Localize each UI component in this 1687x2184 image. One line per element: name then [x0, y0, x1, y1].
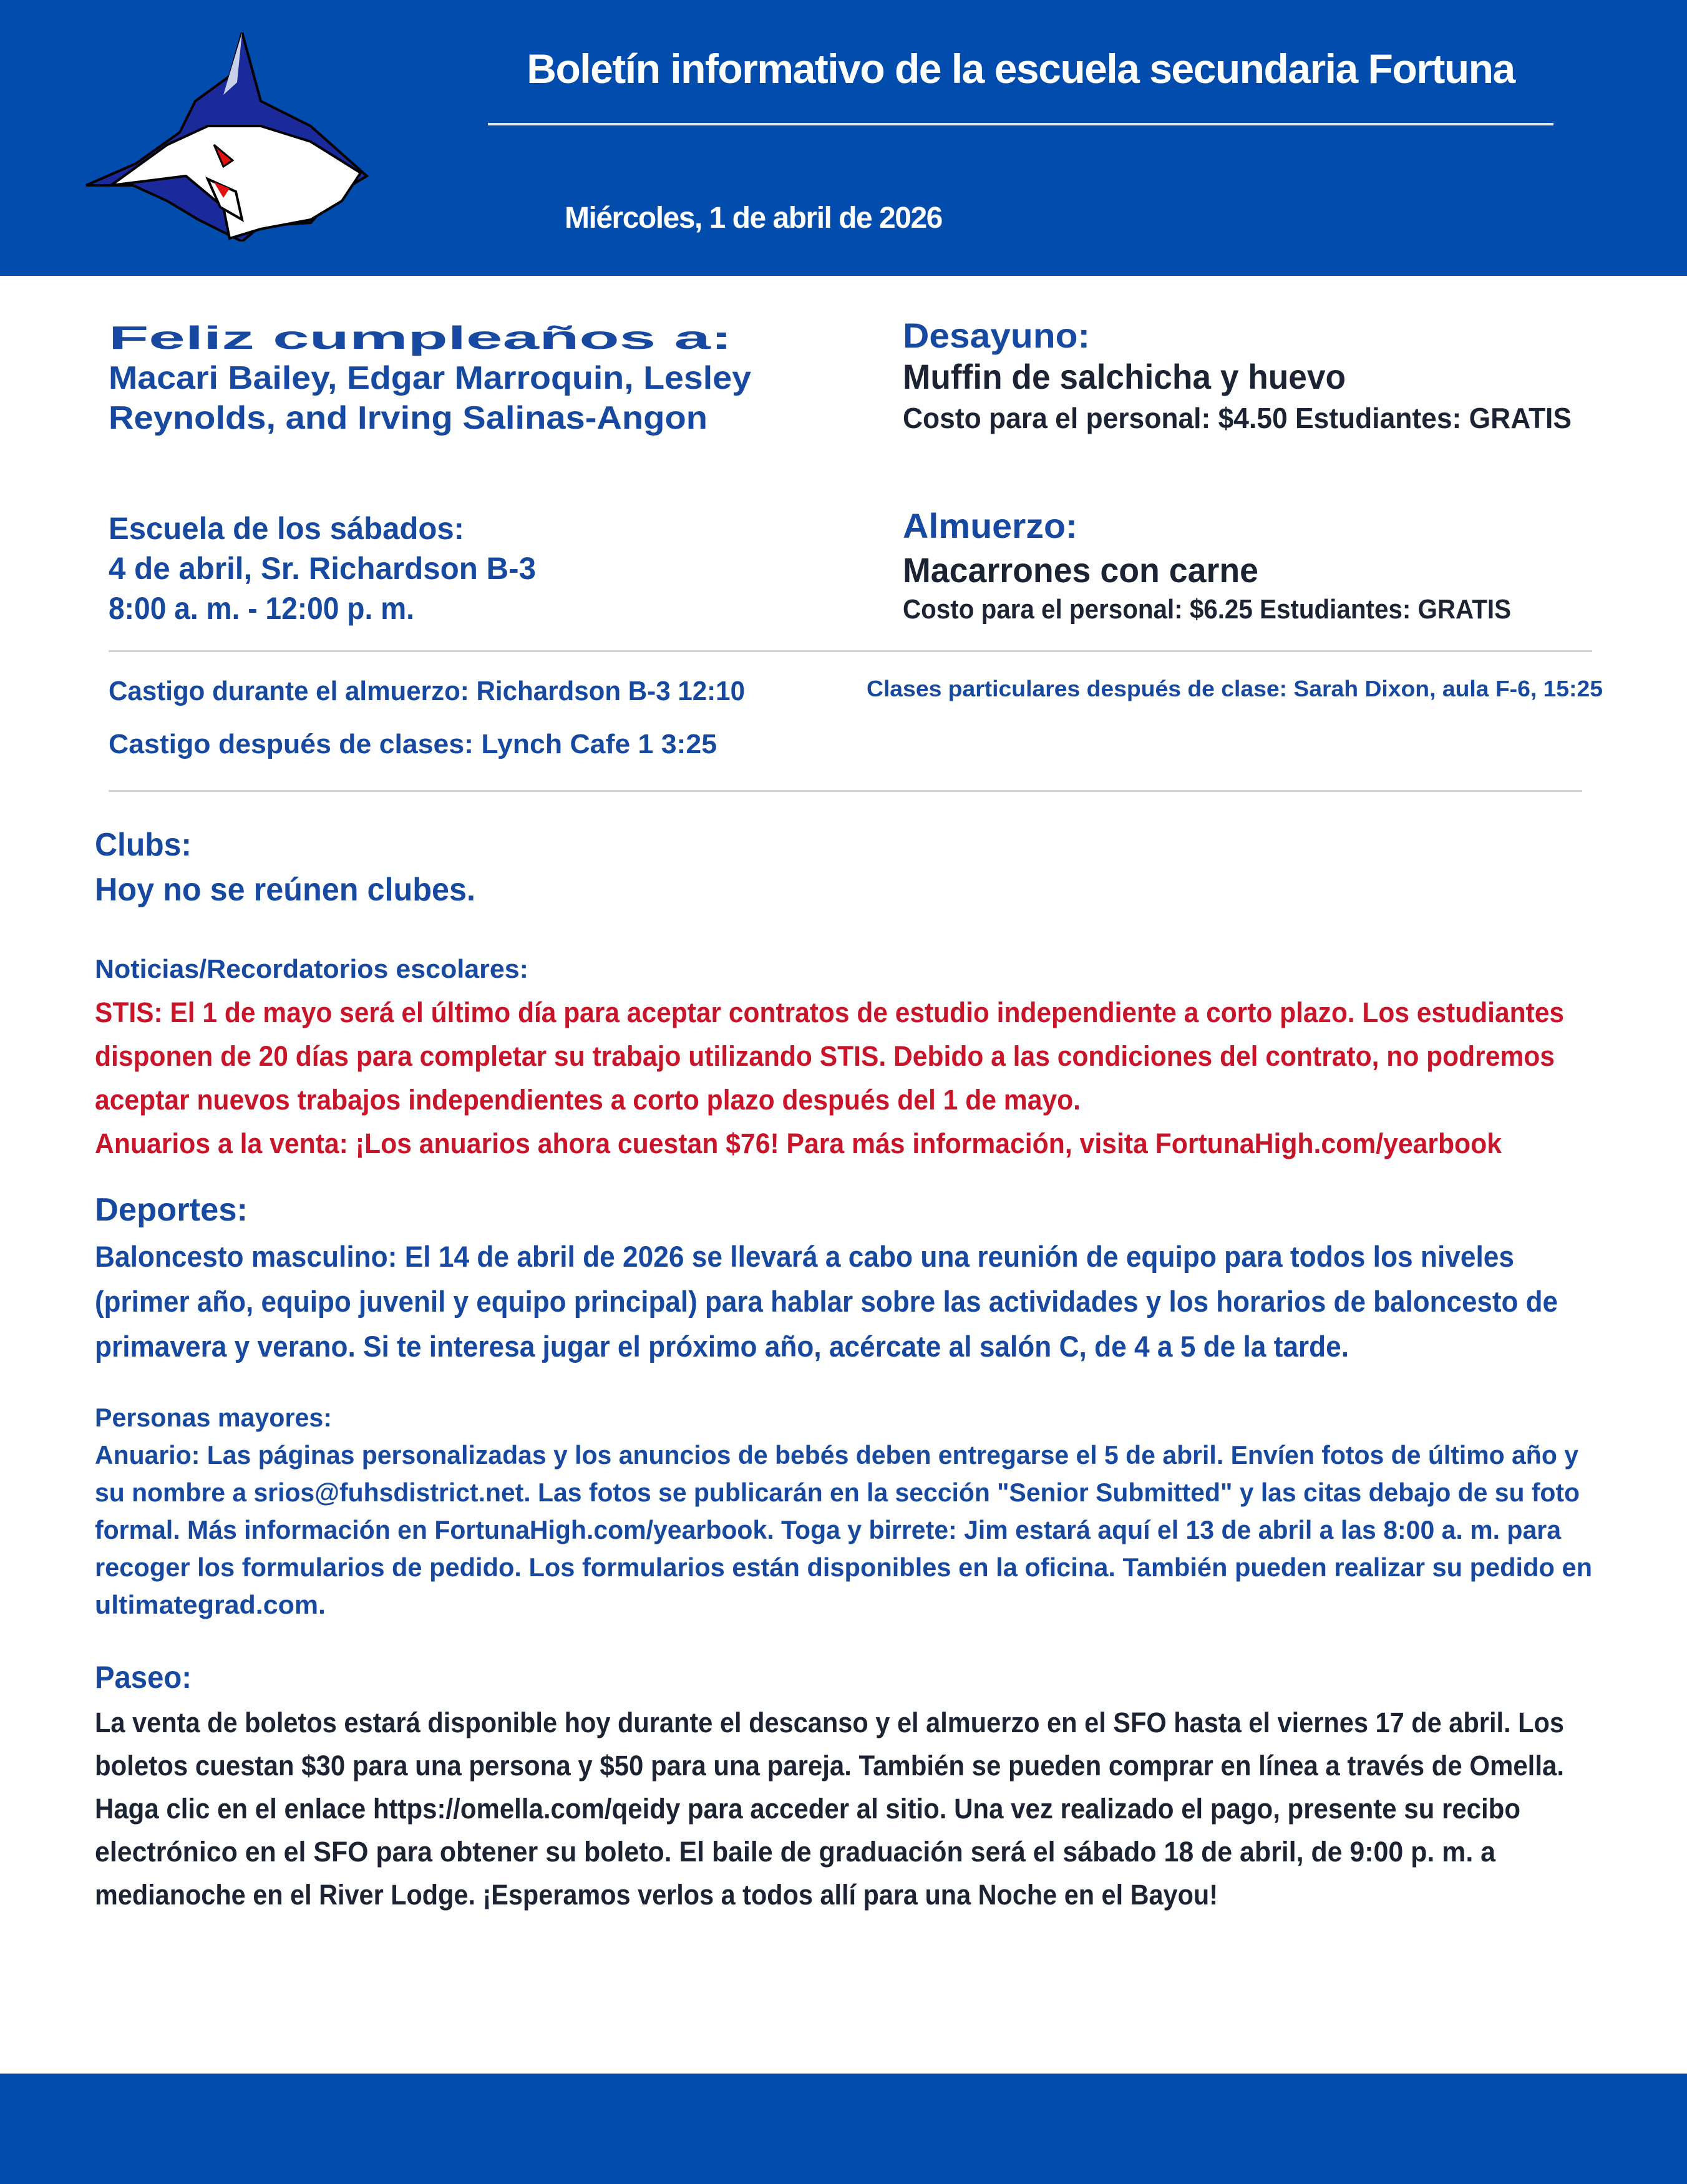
saturday-school-heading: Escuela de los sábados:: [109, 511, 464, 546]
prom-line: boletos cuestan $30 para una persona y $50 para una pareja. También se pueden comprar en línea a través de Omella.: [95, 1750, 1564, 1782]
breakfast-heading: Desayuno:: [903, 316, 1090, 355]
prom-heading: Paseo:: [95, 1660, 192, 1695]
clubs-text: Hoy no se reúnen clubes.: [95, 872, 475, 908]
newsletter-date: Miércoles, 1 de abril de 2026: [565, 202, 942, 235]
saturday-school-section: [109, 509, 542, 628]
seniors-line: recoger los formularios de pedido. Los formularios están disponibles en la oficina. También pueden realizar su pedido en: [95, 1553, 1592, 1582]
clubs-section: [95, 822, 488, 912]
sports-section: [95, 1186, 1658, 1369]
lunch-cost: Costo para el personal: $6.25 Estudiantes: GRATIS: [903, 594, 1511, 625]
sports-heading: Deportes:: [95, 1192, 248, 1228]
prom-line: La venta de boletos estará disponible hoy durante el descanso y el almuerzo en el SFO hasta el viernes 17 de abril. Los: [95, 1707, 1564, 1738]
seniors-line: Anuario: Las páginas personalizadas y los anuncios de bebés deben entregarse el 5 de abril. Envíen fotos de último año y: [95, 1440, 1578, 1470]
lunch-detention: Castigo durante el almuerzo: Richardson B-3 12:10: [109, 676, 745, 706]
breakfast-cost: Costo para el personal: $4.50 Estudiantes: GRATIS: [903, 402, 1572, 434]
seniors-section: [95, 1399, 1620, 1624]
seniors-line: formal. Más información en FortunaHigh.com/yearbook. Toga y birrete: Jim estará aquí el 13 de abril a las 8:00 a. m. para: [95, 1515, 1561, 1544]
clubs-heading: Clubs:: [95, 827, 192, 863]
news-section: [95, 947, 1650, 1166]
seniors-line: ultimategrad.com.: [95, 1590, 326, 1619]
birthday-names-line: Macari Bailey, Edgar Marroquin, Lesley: [109, 360, 751, 396]
breakfast-section: [903, 315, 1596, 439]
birthday-section: [109, 318, 751, 438]
birthday-names-line: Reynolds, and Irving Salinas-Angon: [109, 400, 707, 436]
after-school-tutoring: Clases particulares después de clase: Sarah Dixon, aula F-6, 15:25: [867, 676, 1603, 701]
sports-line: Baloncesto masculino: El 14 de abril de 2026 se llevará a cabo una reunión de equipo para todos los niveles: [95, 1240, 1514, 1273]
newsletter-title: Boletín informativo de la escuela secundaria Fortuna: [527, 46, 1515, 92]
news-line: Anuarios a la venta: ¡Los anuarios ahora cuestan $76! Para más información, visita FortunaHigh.com/yearbook: [95, 1128, 1502, 1159]
saturday-school-line: 4 de abril, Sr. Richardson B-3: [109, 551, 536, 586]
newsletter-footer: [0, 2074, 1687, 2184]
seniors-heading: Personas mayores:: [95, 1403, 332, 1432]
prom-line: Haga clic en el enlace https://omella.com/qeidy para acceder al sitio. Una vez realizado el pago, presente su recibo: [95, 1793, 1520, 1825]
lunch-heading: Almuerzo:: [903, 506, 1077, 545]
section-divider: [109, 790, 1582, 792]
news-line: disponen de 20 días para completar su trabajo utilizando STIS. Debido a las condiciones del contrato, no podremos: [95, 1040, 1555, 1072]
lunch-item: Macarrones con carne: [903, 550, 1258, 590]
news-line: STIS: El 1 de mayo será el último día para aceptar contratos de estudio independiente a corto plazo. Los estudiantes: [95, 997, 1564, 1028]
news-heading: Noticias/Recordatorios escolares:: [95, 954, 528, 983]
prom-section: [95, 1654, 1686, 1916]
sports-line: (primer año, equipo juvenil y equipo principal) para hablar sobre las actividades y los horarios de baloncesto de: [95, 1285, 1558, 1318]
saturday-school-line: 8:00 a. m. - 12:00 p. m.: [109, 591, 414, 626]
seniors-line: su nombre a srios@fuhsdistrict.net. Las fotos se publicarán en la sección "Senior Submitted" y las citas debajo de su foto: [95, 1478, 1580, 1507]
title-divider: [488, 123, 1553, 125]
lunch-section: [903, 502, 1566, 628]
prom-line: electrónico en el SFO para obtener su boleto. El baile de graduación será el sábado 18 de abril, de 9:00 p. m. a: [95, 1836, 1495, 1868]
prom-line: medianoche en el River Lodge. ¡Esperamos verlos a todos allí para una Noche en el Bayou!: [95, 1879, 1218, 1911]
wolf-mascot-logo: [74, 32, 392, 241]
after-school-detention: Castigo después de clases: Lynch Cafe 1 3:25: [109, 729, 717, 759]
section-divider: [109, 650, 1592, 652]
breakfast-item: Muffin de salchicha y huevo: [903, 357, 1346, 396]
birthday-heading: Feliz cumpleaños a:: [109, 320, 732, 356]
sports-line: primavera y verano. Si te interesa jugar el próximo año, acércate al salón C, de 4 a 5 de la tarde.: [95, 1330, 1349, 1363]
news-line: aceptar nuevos trabajos independientes a corto plazo después del 1 de mayo.: [95, 1084, 1081, 1116]
